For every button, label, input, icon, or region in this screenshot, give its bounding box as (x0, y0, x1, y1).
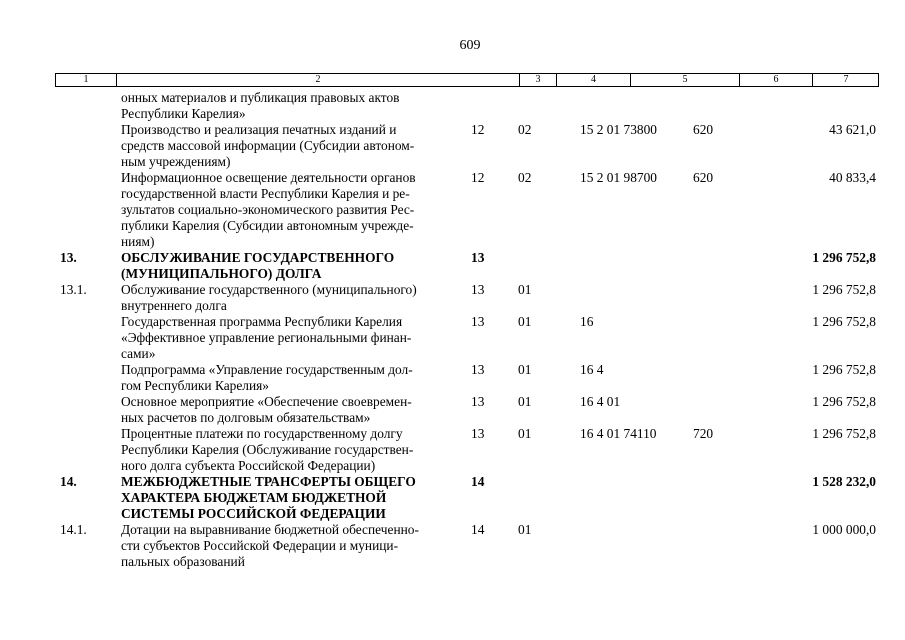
row-description (121, 90, 456, 122)
header-col-1: 1 (56, 74, 117, 86)
header-col-3: 3 (520, 74, 557, 86)
row-description (121, 282, 456, 314)
header-col-5: 5 (631, 74, 740, 86)
row-number: 14. (60, 474, 77, 489)
section-code: 14 (471, 474, 485, 489)
table-row (0, 394, 905, 426)
description-line: ного долга субъекта Российской Федерации) (121, 458, 376, 473)
page-number: 609 (459, 38, 481, 53)
amount: 43 621,0 (829, 122, 876, 137)
subsection-code: 01 (518, 282, 532, 297)
table-row (0, 362, 905, 394)
target-item-code: 16 4 (580, 362, 604, 377)
table-row (0, 170, 905, 250)
row-description (121, 394, 456, 426)
section-code: 13 (471, 314, 485, 329)
table-row (0, 474, 905, 522)
table-row (0, 122, 905, 170)
section-code: 13 (471, 250, 485, 265)
subsection-code: 01 (518, 522, 532, 537)
subsection-code: 01 (518, 314, 532, 329)
row-description (121, 250, 456, 282)
target-item-code: 15 2 01 73800 (580, 122, 657, 137)
description-line: СИСТЕМЫ РОССИЙСКОЙ ФЕДЕРАЦИИ (121, 506, 386, 521)
description-line: государственной власти Республики Карелия и ре- (121, 186, 410, 201)
amount: 1 296 752,8 (812, 394, 876, 409)
subsection-code: 02 (518, 122, 532, 137)
row-description (121, 362, 456, 394)
amount: 1 000 000,0 (812, 522, 876, 537)
description-line: Обслуживание государственного (муниципального) (121, 282, 417, 297)
row-description (121, 122, 456, 170)
subsection-code: 02 (518, 170, 532, 185)
description-line: онных материалов и публикация правовых актов (121, 90, 400, 105)
expense-type-code: 620 (693, 122, 714, 137)
amount: 1 296 752,8 (812, 426, 876, 441)
description-line: Информационное освещение деятельности органов (121, 170, 416, 185)
description-line: сами» (121, 346, 156, 361)
section-code: 12 (471, 170, 485, 185)
section-code: 13 (471, 426, 485, 441)
description-line: Основное мероприятие «Обеспечение своевремен- (121, 394, 412, 409)
description-line: Государственная программа Республики Карелия (121, 314, 403, 329)
table-row (0, 90, 905, 122)
row-number: 13.1. (60, 282, 87, 297)
amount: 1 296 752,8 (812, 362, 876, 377)
row-description (121, 522, 456, 570)
section-code: 14 (471, 522, 485, 537)
description-line: гом Республики Карелия» (121, 378, 269, 393)
subsection-code: 01 (518, 394, 532, 409)
description-line: зультатов социально-экономического развития Рес- (121, 202, 415, 217)
section-code: 12 (471, 122, 485, 137)
description-line: Подпрограмма «Управление государственным дол- (121, 362, 413, 377)
table-body (0, 90, 905, 570)
row-description (121, 314, 456, 362)
description-line: средств массовой информации (Субсидии автоном- (121, 138, 415, 153)
description-line: ниям) (121, 234, 155, 249)
subsection-code: 01 (518, 426, 532, 441)
row-number: 13. (60, 250, 77, 265)
description-line: публики Карелия (Субсидии автономным учрежде- (121, 218, 414, 233)
amount: 1 296 752,8 (812, 250, 876, 265)
target-item-code: 16 4 01 74110 (580, 426, 657, 441)
row-description (121, 474, 456, 522)
header-col-2: 2 (117, 74, 520, 86)
description-line: «Эффективное управление региональными финан- (121, 330, 412, 345)
description-line: ОБСЛУЖИВАНИЕ ГОСУДАРСТВЕННОГО (121, 250, 395, 265)
header-col-4: 4 (557, 74, 631, 86)
section-code: 13 (471, 282, 485, 297)
expense-type-code: 620 (693, 170, 714, 185)
description-line: ных расчетов по долговым обязательствам» (121, 410, 371, 425)
row-number: 14.1. (60, 522, 87, 537)
table-row (0, 426, 905, 474)
description-line: МЕЖБЮДЖЕТНЫЕ ТРАНСФЕРТЫ ОБЩЕГО (121, 474, 416, 489)
table-row (0, 282, 905, 314)
description-line: Производство и реализация печатных изданий и (121, 122, 397, 137)
description-line: внутреннего долга (121, 298, 227, 313)
target-item-code: 16 (580, 314, 594, 329)
description-line: Процентные платежи по государственному долгу (121, 426, 403, 441)
header-col-7: 7 (843, 74, 849, 85)
header-col-6: 6 (740, 74, 813, 86)
subsection-code: 01 (518, 362, 532, 377)
description-line: сти субъектов Российской Федерации и муници- (121, 538, 399, 553)
table-row (0, 314, 905, 362)
section-code: 13 (471, 362, 485, 377)
description-line: Республики Карелия (Обслуживание государствен- (121, 442, 414, 457)
description-line: ХАРАКТЕРА БЮДЖЕТАМ БЮДЖЕТНОЙ (121, 490, 387, 505)
section-code: 13 (471, 394, 485, 409)
table-row (0, 522, 905, 570)
description-line: Республики Карелия» (121, 106, 246, 121)
table-row (0, 250, 905, 282)
amount: 1 296 752,8 (812, 282, 876, 297)
description-line: пальных образований (121, 554, 245, 569)
description-line: (МУНИЦИПАЛЬНОГО) ДОЛГА (121, 266, 322, 281)
description-line: ным учреждениям) (121, 154, 231, 169)
expense-type-code: 720 (693, 426, 714, 441)
amount: 40 833,4 (829, 170, 876, 185)
description-line: Дотации на выравнивание бюджетной обеспеченно- (121, 522, 419, 537)
table-header-row (55, 73, 879, 87)
row-description (121, 426, 456, 474)
amount: 1 528 232,0 (812, 474, 876, 489)
row-description (121, 170, 456, 250)
target-item-code: 16 4 01 (580, 394, 621, 409)
amount: 1 296 752,8 (812, 314, 876, 329)
target-item-code: 15 2 01 98700 (580, 170, 657, 185)
